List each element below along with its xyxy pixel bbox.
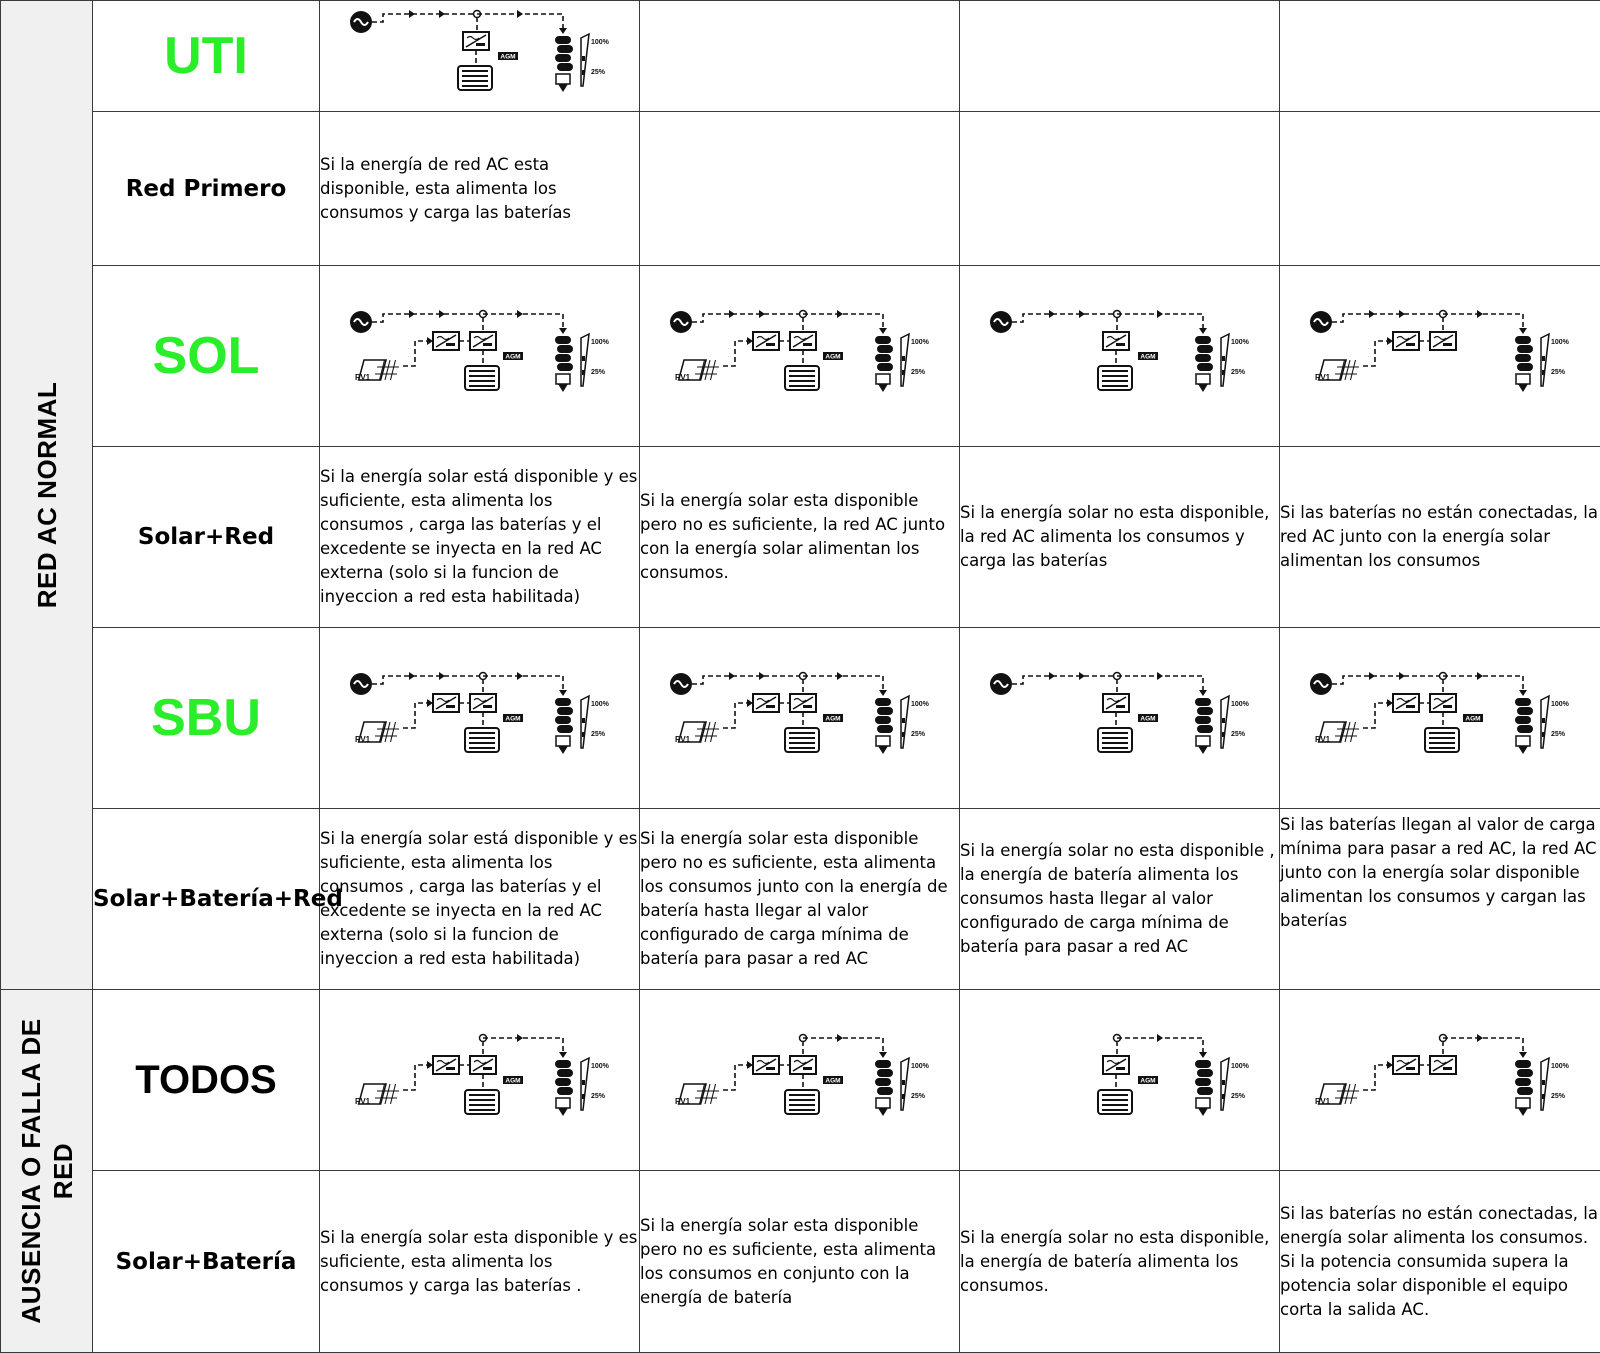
load-level-gauge <box>581 1058 589 1110</box>
empty-cell <box>960 112 1280 266</box>
load-100-label: 100% <box>590 338 609 346</box>
battery-icon <box>465 728 499 752</box>
battery-type-label: AGM <box>504 353 521 360</box>
battery-type-label: AGM <box>504 715 521 722</box>
ac-grid-icon <box>350 311 372 333</box>
load-25-label: 25% <box>1551 730 1566 738</box>
power-flow-diagram <box>345 666 615 766</box>
description-cell: Si la energía solar está disponible y es suficiente, esta alimenta los consumos , carga las baterías y el excedente se inyecta en la red AC externa (solo si la funcion de inyeccion a red esta habilitada) <box>320 447 640 628</box>
diagram-cell <box>960 266 1280 447</box>
empty-cell <box>640 1 960 112</box>
battery-type-label: AGM <box>1139 1077 1156 1084</box>
load-100-label: 100% <box>1230 1062 1249 1070</box>
mppt-controller-icon <box>753 1056 779 1074</box>
mppt-controller-icon <box>1393 1056 1419 1074</box>
load-level-gauge <box>901 334 909 386</box>
mode-row-sol <box>1 266 1600 447</box>
lamp-load-icon <box>1515 1060 1533 1116</box>
ac-grid-icon <box>670 311 692 333</box>
ac-grid-icon <box>350 11 372 33</box>
priority-label-solar-red: Solar+Red <box>137 524 275 550</box>
inverter-icon <box>463 32 489 50</box>
pv-label: PV1 <box>354 734 370 744</box>
pv-label: PV1 <box>1315 734 1331 744</box>
priority-label-solar-bateria: Solar+Batería <box>115 1248 297 1275</box>
load-100-label: 100% <box>1230 338 1249 346</box>
inverter-icon <box>1103 1056 1129 1074</box>
description-cell: Si la energía solar no esta disponible, la red AC alimenta los consumos y carga las baterías <box>960 447 1280 628</box>
power-flow-diagram <box>985 1028 1255 1128</box>
empty-cell <box>960 1 1280 112</box>
battery-type-label: AGM <box>1465 715 1481 722</box>
lamp-load-icon <box>1195 336 1213 392</box>
lamp-load-icon <box>875 1060 893 1116</box>
battery-icon <box>465 1090 499 1114</box>
ac-grid-icon <box>990 673 1012 695</box>
lamp-load-icon <box>875 336 893 392</box>
mode-row-uti <box>1 1 1600 112</box>
empty-cell <box>1280 112 1600 266</box>
inverter-icon <box>470 332 496 350</box>
diagram-cell <box>320 990 640 1171</box>
load-25-label: 25% <box>910 730 925 738</box>
description-cell: Si la energía solar esta disponible pero no es suficiente, esta alimenta los consumos junto con la energía de batería hasta llegar al valor configurado de carga mínima de batería para pasar a red AC <box>640 809 960 990</box>
battery-type-label: AGM <box>1139 715 1156 722</box>
ac-grid-icon <box>1310 673 1332 695</box>
desc-row-sol <box>1 447 1600 628</box>
lamp-load-icon <box>1515 336 1533 392</box>
load-25-label: 25% <box>590 1092 605 1100</box>
description-cell: Si la energía de red AC esta disponible, esta alimenta los consumos y carga las baterías <box>320 112 640 266</box>
mppt-controller-icon <box>433 694 459 712</box>
load-level-gauge <box>901 1058 909 1110</box>
pv-label: PV1 <box>354 1096 370 1106</box>
desc-row-uti <box>1 112 1600 266</box>
power-flow-diagram <box>985 666 1255 766</box>
battery-type-label: AGM <box>499 53 516 60</box>
battery-icon <box>785 1090 819 1114</box>
load-25-label: 25% <box>1551 1092 1566 1100</box>
load-100-label: 100% <box>1551 1062 1569 1070</box>
lamp-load-icon <box>875 698 893 754</box>
inverter-icon <box>790 1056 816 1074</box>
mppt-controller-icon <box>433 332 459 350</box>
power-flow-diagram <box>985 304 1255 404</box>
inverter-icon <box>790 332 816 350</box>
load-25-label: 25% <box>1230 368 1245 376</box>
inverter-icon <box>1430 694 1456 712</box>
lamp-load-icon <box>555 698 573 754</box>
battery-icon <box>785 728 819 752</box>
desc-row-sbu <box>1 809 1600 990</box>
power-flow-diagram <box>665 1028 935 1128</box>
pv-label: PV1 <box>674 734 690 744</box>
pv-label: PV1 <box>674 1096 690 1106</box>
lamp-load-icon <box>1515 698 1533 754</box>
load-level-gauge <box>581 334 589 386</box>
load-level-gauge <box>1541 1058 1549 1110</box>
priority-label-red-primero: Red Primero <box>125 175 287 202</box>
load-100-label: 100% <box>910 1062 929 1070</box>
description-cell: Si la energía solar esta disponible pero no es suficiente, esta alimenta los consumos en conjunto con la energía de batería <box>640 1171 960 1353</box>
power-flow-diagram <box>345 304 615 404</box>
battery-type-label: AGM <box>1139 353 1156 360</box>
power-flow-diagram <box>345 1028 615 1128</box>
description-cell: Si las baterías llegan al valor de carga mínima para pasar a red AC, la red AC junto con la energía solar disponible alimentan los consumos y cargan las baterías <box>1280 809 1600 990</box>
diagram-cell <box>1280 990 1600 1171</box>
ac-grid-icon <box>990 311 1012 333</box>
description-cell: Si la energía solar no esta disponible , la energía de batería alimenta los consumos hasta llegar al valor configurado de carga mínima de batería para pasar a red AC <box>960 809 1280 990</box>
diagram-cell <box>960 990 1280 1171</box>
inverter-icon <box>470 1056 496 1074</box>
power-flow-diagram <box>1305 304 1575 404</box>
mode-name-sbu: SBU <box>151 689 261 747</box>
battery-type-label: AGM <box>824 715 841 722</box>
diagram-cell <box>1280 628 1600 809</box>
ac-grid-icon <box>1310 311 1332 333</box>
description-cell: Si la energía solar está disponible y es suficiente, esta alimenta los consumos , carga las baterías y el excedente se inyecta en la red AC externa (solo si la funcion de inyeccion a red esta habilitada) <box>320 809 640 990</box>
desc-row-todos <box>1 1171 1600 1353</box>
load-25-label: 25% <box>1230 730 1245 738</box>
battery-icon <box>458 66 492 90</box>
load-25-label: 25% <box>1551 368 1566 376</box>
description-cell: Si la energía solar esta disponible y es suficiente, esta alimenta los consumos y carga las baterías . <box>320 1171 640 1353</box>
pv-label: PV1 <box>1315 1096 1331 1106</box>
diagram-cell <box>320 266 640 447</box>
group-ausencia-falla-red <box>1 990 93 1353</box>
lamp-load-icon <box>1195 1060 1213 1116</box>
battery-icon <box>1425 728 1459 752</box>
load-level-gauge <box>1221 696 1229 748</box>
group-label-failure-line2: RED <box>47 1142 78 1200</box>
mppt-controller-icon <box>1393 332 1419 350</box>
mode-name-sol: SOL <box>152 327 260 385</box>
load-100-label: 100% <box>1551 700 1569 708</box>
battery-type-label: AGM <box>824 353 841 360</box>
power-flow-diagram <box>665 666 935 766</box>
power-flow-diagram <box>345 4 615 104</box>
load-25-label: 25% <box>910 1092 925 1100</box>
load-level-gauge <box>1221 334 1229 386</box>
description-cell: Si las baterías no están conectadas, la red AC junto con la energía solar alimentan los consumos <box>1280 447 1600 628</box>
diagram-cell <box>320 1 640 112</box>
inverter-icon <box>790 694 816 712</box>
mppt-controller-icon <box>753 694 779 712</box>
load-level-gauge <box>581 696 589 748</box>
description-cell: Si las baterías no están conectadas, la energía solar alimenta los consumos. Si la potencia consumida supera la potencia solar disponible el equipo corta la salida AC. <box>1280 1171 1600 1353</box>
priority-label-solar-bateria-red: Solar+Batería+Red <box>93 886 343 912</box>
diagram-cell <box>320 628 640 809</box>
load-level-gauge <box>1221 1058 1229 1110</box>
mode-name-uti: UTI <box>164 27 248 85</box>
inverter-icon <box>1430 1056 1456 1074</box>
empty-cell <box>640 112 960 266</box>
load-25-label: 25% <box>590 368 605 376</box>
diagram-cell <box>640 990 960 1171</box>
empty-cell <box>1280 1 1600 112</box>
lamp-load-icon <box>555 36 573 92</box>
load-25-label: 25% <box>1230 1092 1245 1100</box>
group-red-ac-normal <box>1 1 93 990</box>
battery-icon <box>1098 1090 1132 1114</box>
diagram-cell <box>640 628 960 809</box>
load-100-label: 100% <box>910 700 929 708</box>
mppt-controller-icon <box>1393 694 1419 712</box>
mode-row-todos <box>1 990 1600 1171</box>
battery-icon <box>1098 728 1132 752</box>
inverter-icon <box>1103 694 1129 712</box>
pv-label: PV1 <box>1315 372 1331 382</box>
load-100-label: 100% <box>1230 700 1249 708</box>
mppt-controller-icon <box>753 332 779 350</box>
pv-label: PV1 <box>674 372 690 382</box>
diagram-cell <box>1280 266 1600 447</box>
load-100-label: 100% <box>590 38 609 46</box>
load-100-label: 100% <box>590 700 609 708</box>
load-100-label: 100% <box>1551 338 1569 346</box>
lamp-load-icon <box>555 1060 573 1116</box>
pv-label: PV1 <box>354 372 370 382</box>
load-25-label: 25% <box>590 730 605 738</box>
battery-icon <box>465 366 499 390</box>
load-level-gauge <box>901 696 909 748</box>
load-25-label: 25% <box>590 68 605 76</box>
mode-row-sbu <box>1 628 1600 809</box>
inverter-icon <box>470 694 496 712</box>
battery-icon <box>785 366 819 390</box>
battery-icon <box>1098 366 1132 390</box>
load-level-gauge <box>1541 696 1549 748</box>
power-flow-diagram <box>1305 1028 1575 1128</box>
group-label-failure-line1: AUSENCIA O FALLA DE <box>15 1018 46 1324</box>
power-flow-diagram <box>1305 666 1575 766</box>
battery-type-label: AGM <box>824 1077 841 1084</box>
lamp-load-icon <box>1195 698 1213 754</box>
group-label-red-ac-normal: RED AC NORMAL <box>31 381 62 609</box>
ac-grid-icon <box>670 673 692 695</box>
load-level-gauge <box>581 34 589 86</box>
diagram-cell <box>960 628 1280 809</box>
diagram-cell <box>640 266 960 447</box>
inverter-icon <box>1430 332 1456 350</box>
battery-type-label: AGM <box>504 1077 521 1084</box>
load-100-label: 100% <box>590 1062 609 1070</box>
lamp-load-icon <box>555 336 573 392</box>
load-25-label: 25% <box>910 368 925 376</box>
mode-name-todos: TODOS <box>135 1057 277 1102</box>
power-flow-diagram <box>665 304 935 404</box>
ac-grid-icon <box>350 673 372 695</box>
load-100-label: 100% <box>910 338 929 346</box>
description-cell: Si la energía solar esta disponible pero no es suficiente, la red AC junto con la energía solar alimentan los consumos. <box>640 447 960 628</box>
description-cell: Si la energía solar no esta disponible, la energía de batería alimenta los consumos. <box>960 1171 1280 1353</box>
inverter-icon <box>1103 332 1129 350</box>
load-level-gauge <box>1541 334 1549 386</box>
mppt-controller-icon <box>433 1056 459 1074</box>
